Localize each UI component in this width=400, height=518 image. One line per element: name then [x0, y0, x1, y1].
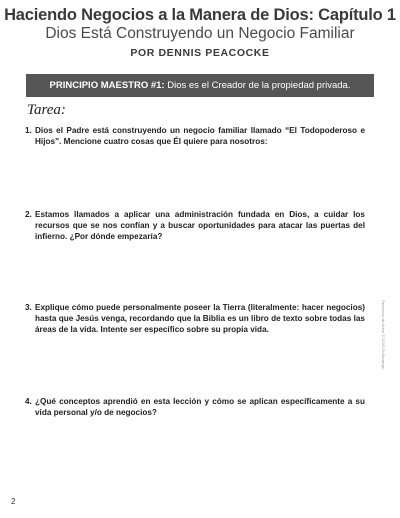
question-text: Explique cómo puede personalmente poseer la Tierra (literalmente: hacer negocios) hasta que Jesús venga, recordando que la Biblia es un libro de texto sobre todas las áreas de la vida. Intente ser específico sobre su propia vida. [35, 303, 365, 334]
task-heading: Tarea: [27, 102, 66, 118]
question-number: 4. [25, 397, 32, 406]
question-number: 3. [25, 303, 32, 312]
question-number: 2. [25, 210, 32, 219]
question-text: ¿Qué conceptos aprendió en esta lección y cómo se aplican específicamente a su vida personal y/o de negocios? [35, 397, 365, 417]
principle-banner [26, 74, 374, 97]
question-3 [25, 302, 365, 335]
question-4 [25, 396, 365, 418]
question-2 [25, 209, 365, 242]
page-number: 2 [11, 497, 16, 506]
page-title: Haciendo Negocios a la Manera de Dios: Capítulo 1 [4, 6, 396, 24]
question-1 [25, 125, 365, 147]
author-byline: POR DENNIS PEACOCKE [130, 47, 270, 59]
principle-text: Dios es el Creador de la propiedad privada. [167, 80, 351, 91]
page-subtitle: Dios Está Construyendo un Negocio Familiar [45, 25, 355, 42]
question-text: Estamos llamados a aplicar una administración fundada en Dios, a cuidar los recursos que se nos confían y a buscar oportunidades para atacar las puertas del infierno. ¿Por dónde empezaría? [35, 210, 365, 241]
copyright-side-text: Derechos de Autor © 2020 GoStrategic [381, 300, 386, 370]
question-number: 1. [25, 126, 32, 135]
question-text: Dios el Padre está construyendo un negocio familiar llamado “El Todopoderoso e Hijos”. Mencione cuatro cosas que Él quiere para nosotros: [35, 126, 365, 146]
principle-label: PRINCIPIO MAESTRO #1: [49, 80, 165, 91]
